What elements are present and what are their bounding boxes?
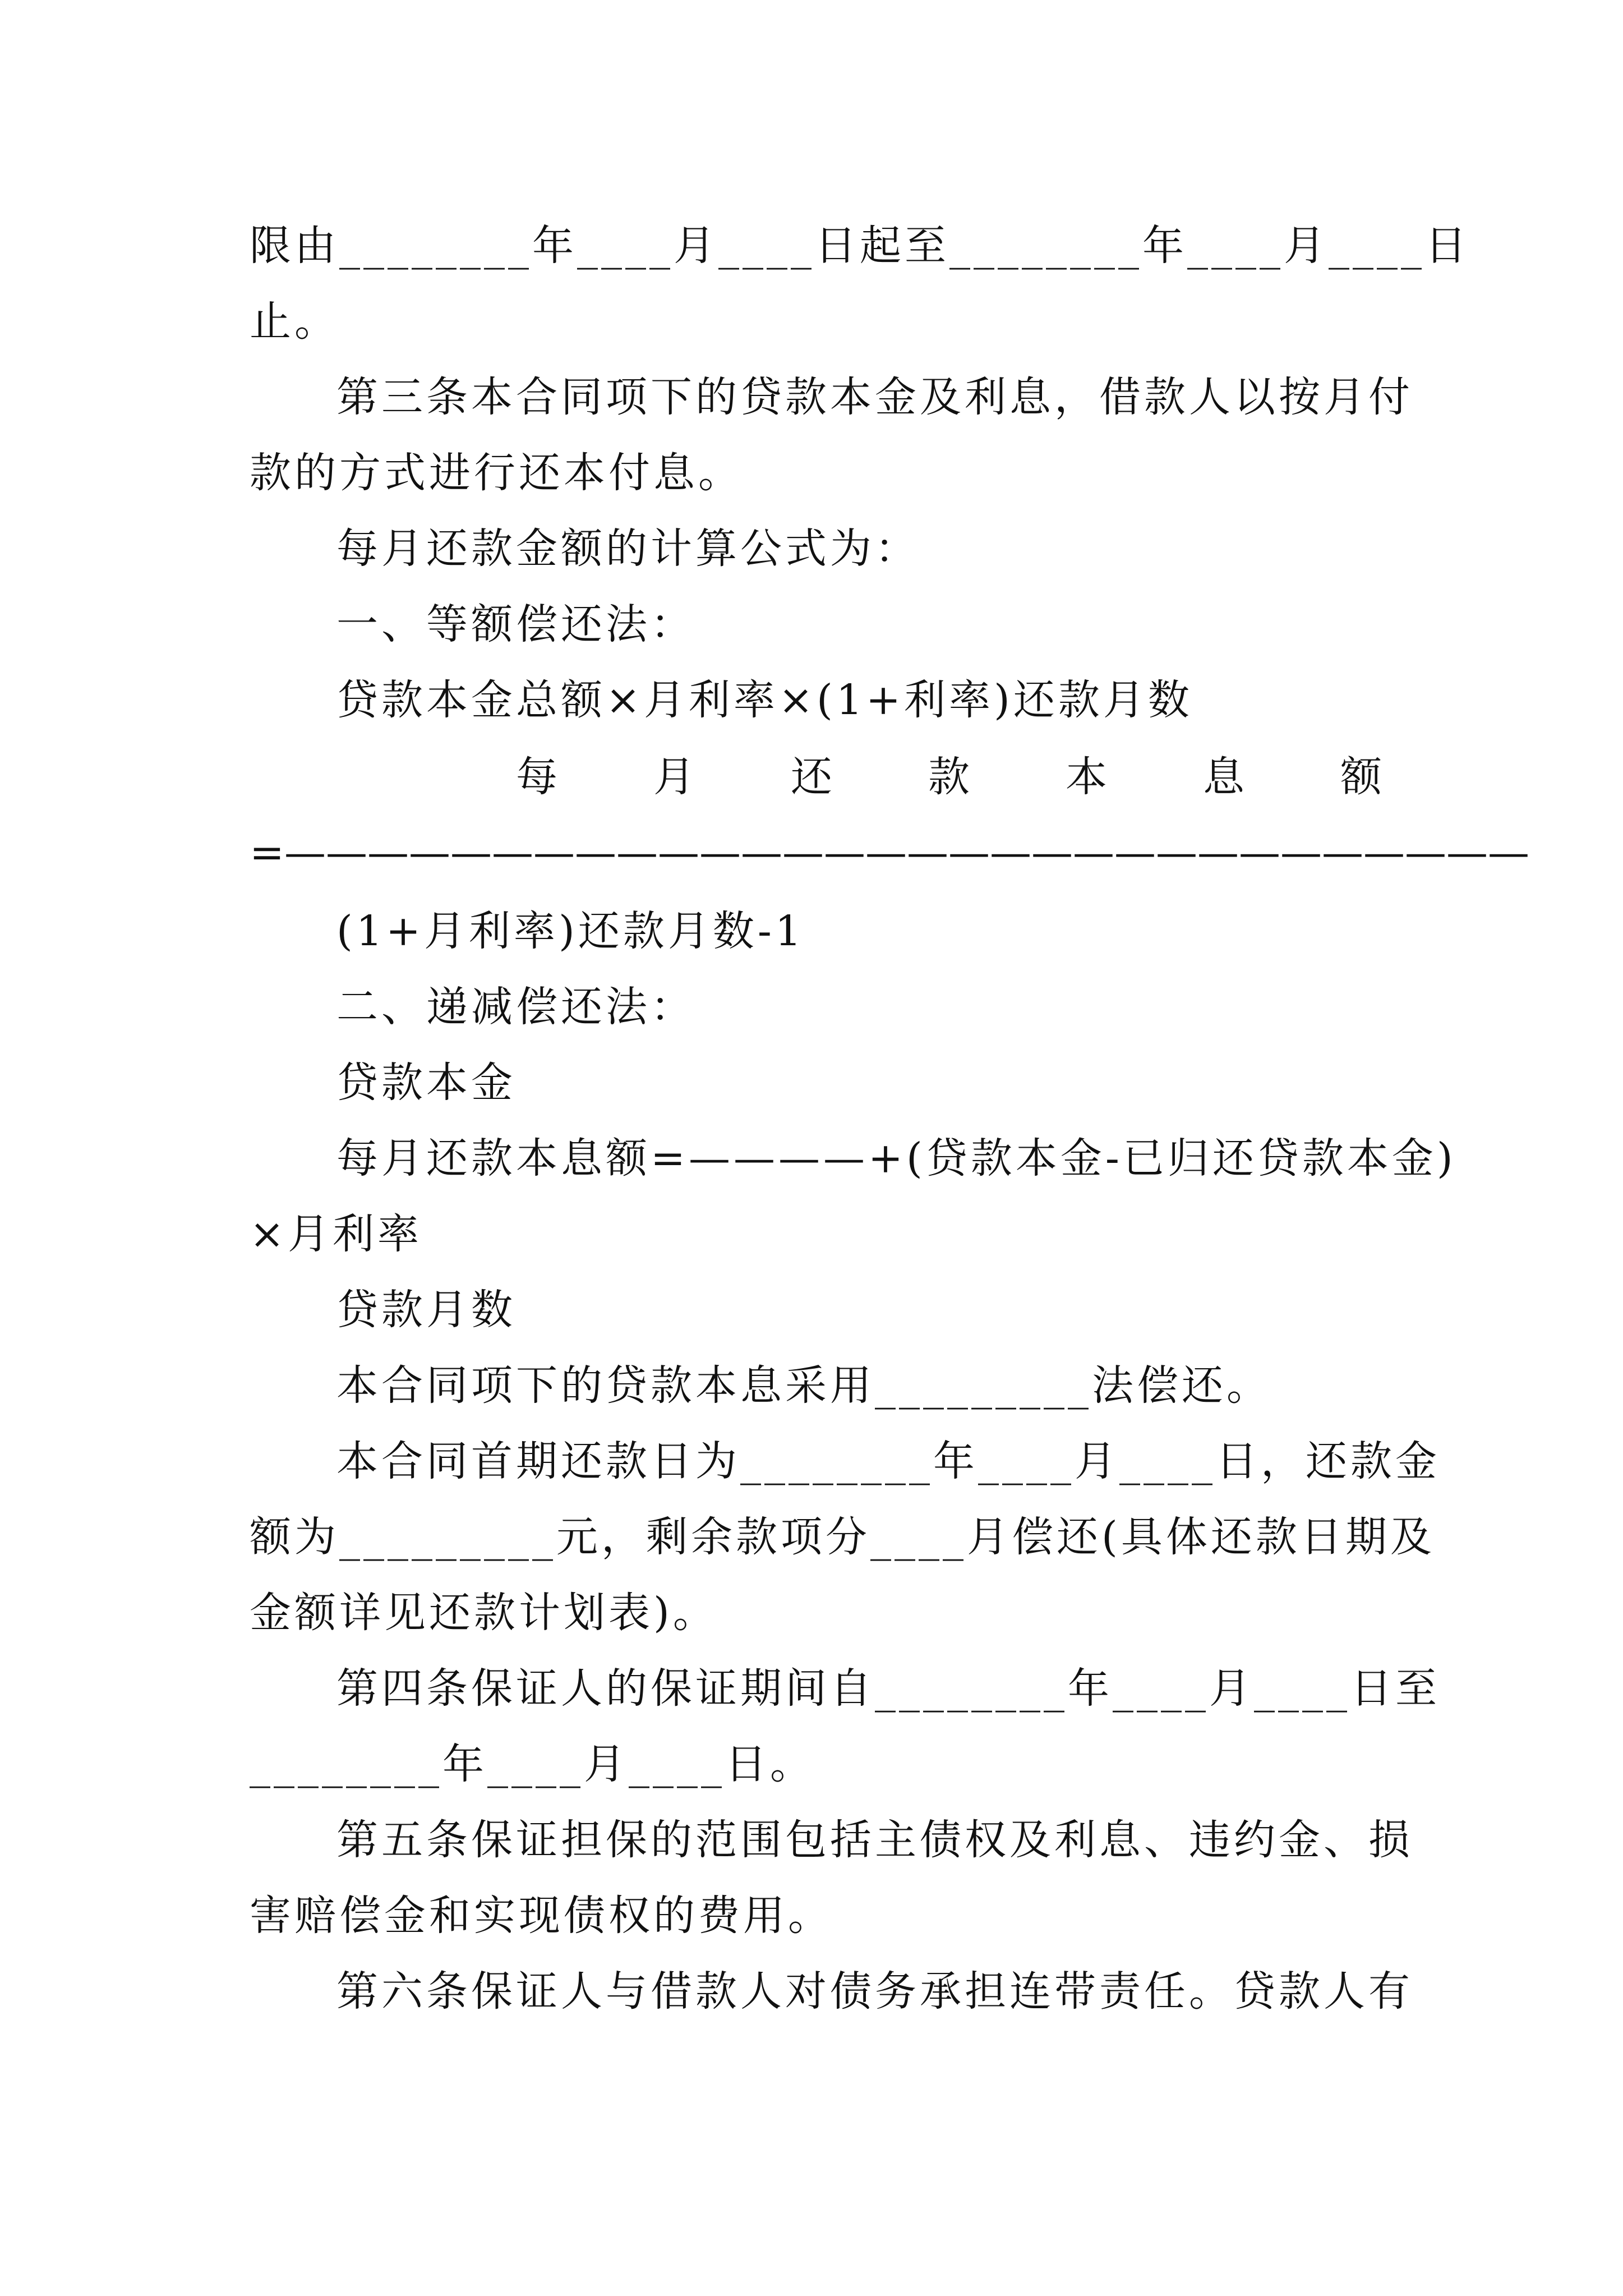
- text-line: 每月还款本息额=————+(贷款本金-已归还贷款本金): [336, 1134, 1456, 1182]
- text-line: 止。: [250, 297, 339, 346]
- text-line: 贷款月数: [336, 1286, 516, 1334]
- spread-char: 额: [1340, 753, 1385, 801]
- text-line: 本合同首期还款日为________年____月____日，还款金: [336, 1437, 1440, 1485]
- text-line: 贷款本金总额×月利率×(1+利率)还款月数: [336, 676, 1193, 724]
- text-line: ________年____月____日。: [250, 1740, 815, 1788]
- spread-heading-line: [516, 749, 1385, 805]
- text-line: 每月还款金额的计算公式为：: [336, 524, 920, 573]
- text-line: 额为_________元，剩余款项分____月偿还(具体还款日期及: [250, 1513, 1435, 1561]
- spread-char: 息: [1203, 753, 1248, 801]
- spread-char: 每: [516, 753, 561, 801]
- text-line: 本合同项下的贷款本息采用_________法偿还。: [336, 1361, 1271, 1410]
- text-line: 二、递减偿还法：: [336, 983, 695, 1031]
- text-line: 限由________年____月____日起至________年____月____日: [250, 222, 1470, 270]
- spread-char: 款: [928, 753, 973, 801]
- text-line: (1+月利率)还款月数-1: [336, 907, 805, 955]
- text-line: 第六条保证人与借款人对债务承担连带责任。贷款人有: [336, 1967, 1413, 2016]
- text-line: 第五条保证担保的范围包括主债权及利息、违约金、损: [336, 1816, 1413, 1864]
- text-line: 金额详见还款计划表)。: [250, 1589, 718, 1637]
- text-line: 贷款本金: [336, 1059, 516, 1107]
- text-line: =——————————————————————————————: [250, 829, 1530, 877]
- text-line: 第四条保证人的保证期间自________年____月____日至: [336, 1664, 1440, 1713]
- spread-char: 月: [653, 753, 698, 801]
- text-line: 款的方式进行还本付息。: [250, 449, 743, 497]
- text-line: 害赔偿金和实现债权的费用。: [250, 1892, 833, 1940]
- text-line: 一、等额偿还法：: [336, 600, 695, 648]
- text-line: ×月利率: [250, 1210, 423, 1258]
- spread-char: 还: [791, 753, 836, 801]
- spread-char: 本: [1066, 753, 1110, 801]
- text-line: 第三条本合同项下的贷款本金及利息，借款人以按月付: [336, 373, 1413, 421]
